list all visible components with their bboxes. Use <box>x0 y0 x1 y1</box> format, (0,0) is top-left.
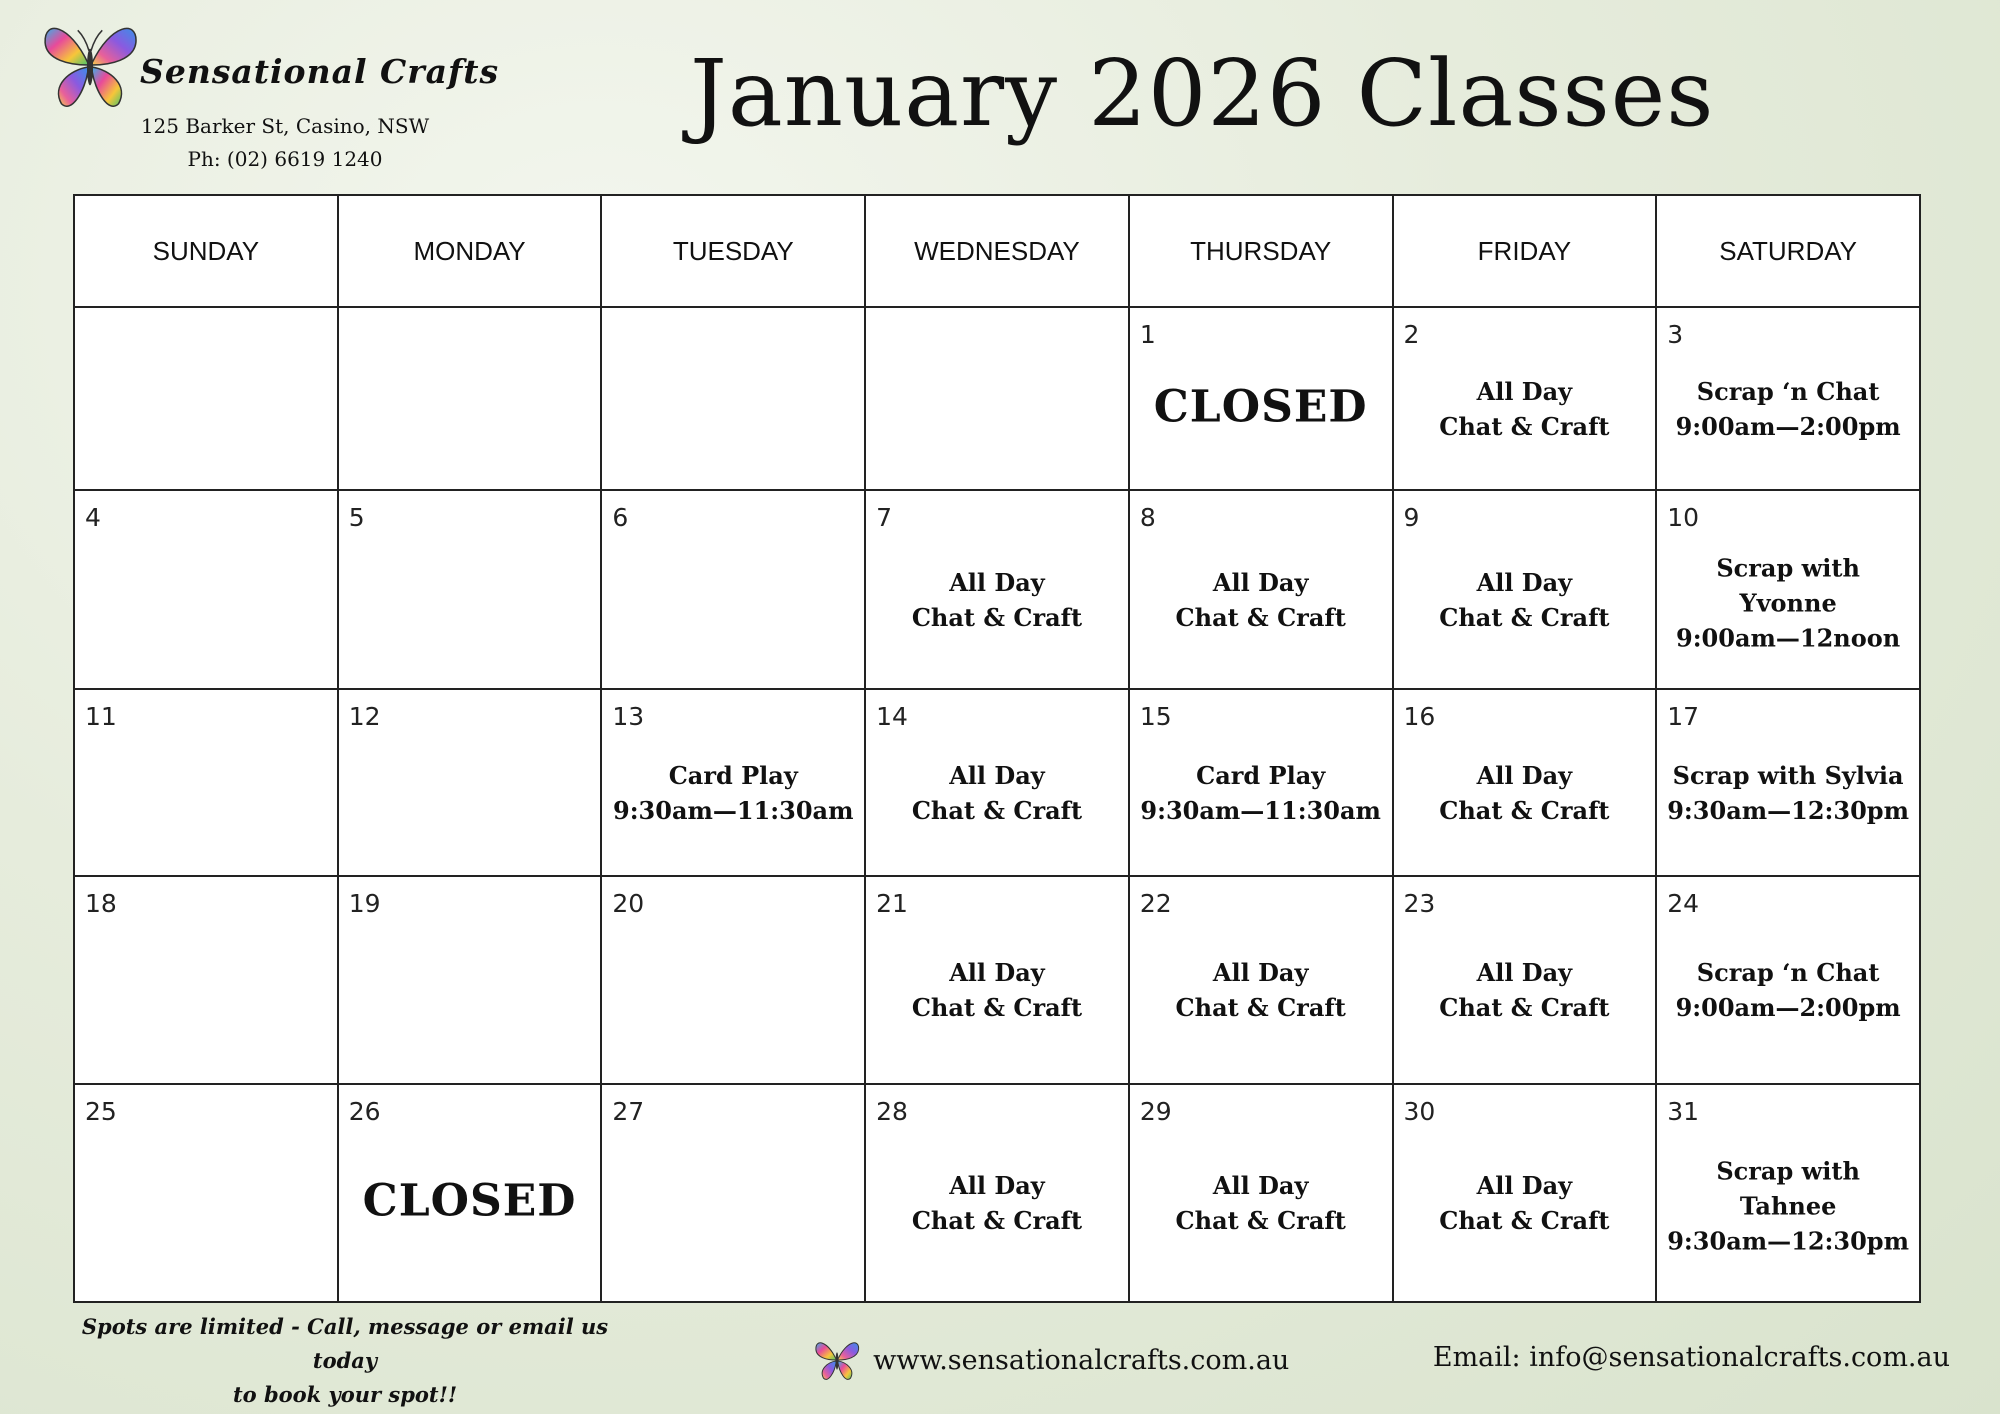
day-cell <box>1656 1084 1920 1302</box>
event-line: 9:30am—11:30am <box>1140 795 1381 825</box>
closed-label <box>339 1169 601 1227</box>
day-cell <box>865 307 1129 490</box>
event-line: Scrap with <box>1716 553 1860 583</box>
event-line: Scrap with Sylvia <box>1672 760 1904 790</box>
day-number: 19 <box>348 889 381 918</box>
website-link[interactable]: www.sensationalcrafts.com.au <box>873 1344 1290 1376</box>
event-line: Scrap with <box>1716 1156 1860 1186</box>
day-cell <box>1129 1084 1393 1302</box>
weekday-header: FRIDAY <box>1393 195 1657 307</box>
day-cell <box>1656 876 1920 1084</box>
day-number: 7 <box>876 503 893 532</box>
weekday-header: MONDAY <box>338 195 602 307</box>
event-line: All Day <box>1476 567 1573 597</box>
day-cell <box>1656 689 1920 876</box>
event-line: All Day <box>949 1171 1045 1201</box>
day-number: 27 <box>612 1097 645 1126</box>
day-number: 16 <box>1403 702 1436 731</box>
event-line: All Day <box>949 760 1045 790</box>
day-number: 22 <box>1139 889 1172 918</box>
event-line: Chat & Craft <box>911 1206 1083 1236</box>
event-line: All Day <box>1476 760 1573 790</box>
day-number: 2 <box>1403 320 1420 349</box>
event-line: Tahnee <box>1739 1191 1837 1221</box>
day-number: 3 <box>1667 320 1684 349</box>
day-number: 14 <box>876 702 908 731</box>
event-line: Chat & Craft <box>1175 993 1346 1023</box>
event-line: Scrap ‘n Chat <box>1696 958 1880 988</box>
event-line: Chat & Craft <box>1439 993 1610 1023</box>
event-line: Card Play <box>668 760 798 790</box>
class-event <box>1130 557 1392 635</box>
class-event <box>866 750 1128 828</box>
day-cell <box>74 876 338 1084</box>
store-address: 125 Barker St, Casino, NSW <box>140 114 430 138</box>
day-number: 28 <box>876 1097 908 1126</box>
class-event <box>1130 1160 1392 1238</box>
day-cell <box>74 307 338 490</box>
day-number: 21 <box>876 889 908 918</box>
day-number: 23 <box>1403 889 1436 918</box>
event-line: All Day <box>1212 567 1309 597</box>
brand-name: Sensational Crafts <box>140 52 500 91</box>
butterfly-icon <box>812 1336 862 1384</box>
class-event <box>1130 947 1392 1025</box>
day-number: 30 <box>1403 1097 1436 1126</box>
week-row <box>74 307 1920 490</box>
day-cell <box>338 307 602 490</box>
event-line: Chat & Craft <box>1439 602 1610 632</box>
class-event <box>1657 366 1919 444</box>
day-number: 26 <box>348 1097 381 1126</box>
day-number: 20 <box>612 889 645 918</box>
day-cell <box>601 1084 865 1302</box>
class-event <box>866 557 1128 635</box>
event-line: All Day <box>949 958 1045 988</box>
day-cell <box>601 689 865 876</box>
event-line: Chat & Craft <box>1439 1206 1610 1236</box>
event-line: 9:00am—12noon <box>1676 623 1901 653</box>
weekday-header: THURSDAY <box>1129 195 1393 307</box>
email-contact[interactable]: Email: info@sensationalcrafts.com.au <box>1432 1342 1950 1373</box>
class-event <box>866 1160 1128 1238</box>
day-number: 17 <box>1667 702 1700 731</box>
day-cell <box>338 876 602 1084</box>
day-cell <box>1656 307 1920 490</box>
day-number: 9 <box>1403 503 1420 532</box>
day-cell <box>865 876 1129 1084</box>
class-event <box>1394 750 1656 828</box>
booking-note-line: to book your spot!! <box>232 1382 458 1407</box>
week-row <box>74 876 1920 1084</box>
event-line: All Day <box>1212 1171 1309 1201</box>
week-row <box>74 1084 1920 1302</box>
day-cell <box>1656 490 1920 689</box>
class-event <box>1657 1146 1919 1259</box>
event-line: Chat & Craft <box>1439 411 1610 441</box>
day-number: 15 <box>1139 702 1172 731</box>
day-cell <box>338 490 602 689</box>
event-line: All Day <box>949 567 1045 597</box>
day-number: 11 <box>85 702 117 731</box>
day-cell <box>1393 689 1657 876</box>
class-event <box>1394 557 1656 635</box>
day-cell <box>1129 490 1393 689</box>
page-title: January 2026 Classes <box>690 40 1715 147</box>
event-line: Chat & Craft <box>911 602 1083 632</box>
week-row <box>74 689 1920 876</box>
day-number: 5 <box>348 503 365 532</box>
day-number: 24 <box>1667 889 1700 918</box>
day-number: 31 <box>1667 1097 1700 1126</box>
event-line: All Day <box>1476 376 1573 406</box>
weekday-header: SATURDAY <box>1656 195 1920 307</box>
weekday-header: SUNDAY <box>74 195 338 307</box>
event-line: 9:00am—2:00pm <box>1675 411 1901 441</box>
day-number: 13 <box>612 702 645 731</box>
class-event <box>1657 750 1919 828</box>
day-number: 10 <box>1667 503 1700 532</box>
event-line: 9:00am—2:00pm <box>1675 993 1901 1023</box>
day-number: 8 <box>1139 503 1156 532</box>
event-line: Chat & Craft <box>1439 795 1610 825</box>
class-event <box>1394 1160 1656 1238</box>
event-line: 9:30am—12:30pm <box>1667 795 1909 825</box>
weekday-header: WEDNESDAY <box>865 195 1129 307</box>
event-line: Yvonne <box>1739 588 1837 618</box>
event-line: All Day <box>1476 958 1573 988</box>
class-event <box>1657 947 1919 1025</box>
event-line: Scrap ‘n Chat <box>1696 376 1880 406</box>
day-cell <box>338 689 602 876</box>
closed-label <box>1130 374 1392 432</box>
day-cell <box>865 490 1129 689</box>
butterfly-logo-icon <box>38 14 142 116</box>
day-number: 29 <box>1139 1097 1172 1126</box>
day-cell <box>1393 307 1657 490</box>
event-line: Chat & Craft <box>911 795 1083 825</box>
class-event <box>602 750 864 828</box>
weekday-header-row <box>74 195 1920 307</box>
event-line: CLOSED <box>1153 381 1368 433</box>
calendar-body <box>74 307 1920 1302</box>
class-event <box>1394 947 1656 1025</box>
event-line: Chat & Craft <box>1175 1206 1346 1236</box>
day-cell <box>865 1084 1129 1302</box>
weekday-header: TUESDAY <box>601 195 865 307</box>
day-cell <box>1393 490 1657 689</box>
day-number: 18 <box>85 889 117 918</box>
booking-note <box>70 1310 620 1412</box>
day-number: 1 <box>1139 320 1156 349</box>
day-cell <box>601 307 865 490</box>
website-block <box>812 1336 1289 1384</box>
event-line: Card Play <box>1196 760 1326 790</box>
day-cell <box>1129 307 1393 490</box>
day-cell <box>1393 876 1657 1084</box>
day-cell <box>601 876 865 1084</box>
day-number: 6 <box>612 503 629 532</box>
event-line: CLOSED <box>362 1175 577 1227</box>
day-cell <box>1129 876 1393 1084</box>
day-cell <box>1129 689 1393 876</box>
class-event <box>1130 750 1392 828</box>
day-number: 12 <box>348 702 381 731</box>
day-number: 4 <box>85 503 101 532</box>
day-cell <box>74 1084 338 1302</box>
class-event <box>866 947 1128 1025</box>
day-cell <box>74 689 338 876</box>
event-line: 9:30am—11:30am <box>613 795 854 825</box>
class-event <box>1394 366 1656 444</box>
event-line: Chat & Craft <box>1175 602 1346 632</box>
day-cell <box>74 490 338 689</box>
class-event <box>1657 542 1919 655</box>
event-line: All Day <box>1476 1171 1573 1201</box>
day-cell <box>865 689 1129 876</box>
day-number: 25 <box>85 1097 117 1126</box>
day-cell <box>1393 1084 1657 1302</box>
event-line: All Day <box>1212 958 1309 988</box>
booking-note-line: Spots are limited - Call, message or email us today <box>81 1314 609 1373</box>
event-line: Chat & Craft <box>911 993 1083 1023</box>
day-cell <box>338 1084 602 1302</box>
day-cell <box>601 490 865 689</box>
store-phone: Ph: (02) 6619 1240 <box>187 147 383 171</box>
class-calendar <box>73 194 1921 1303</box>
event-line: 9:30am—12:30pm <box>1667 1226 1909 1256</box>
week-row <box>74 490 1920 689</box>
